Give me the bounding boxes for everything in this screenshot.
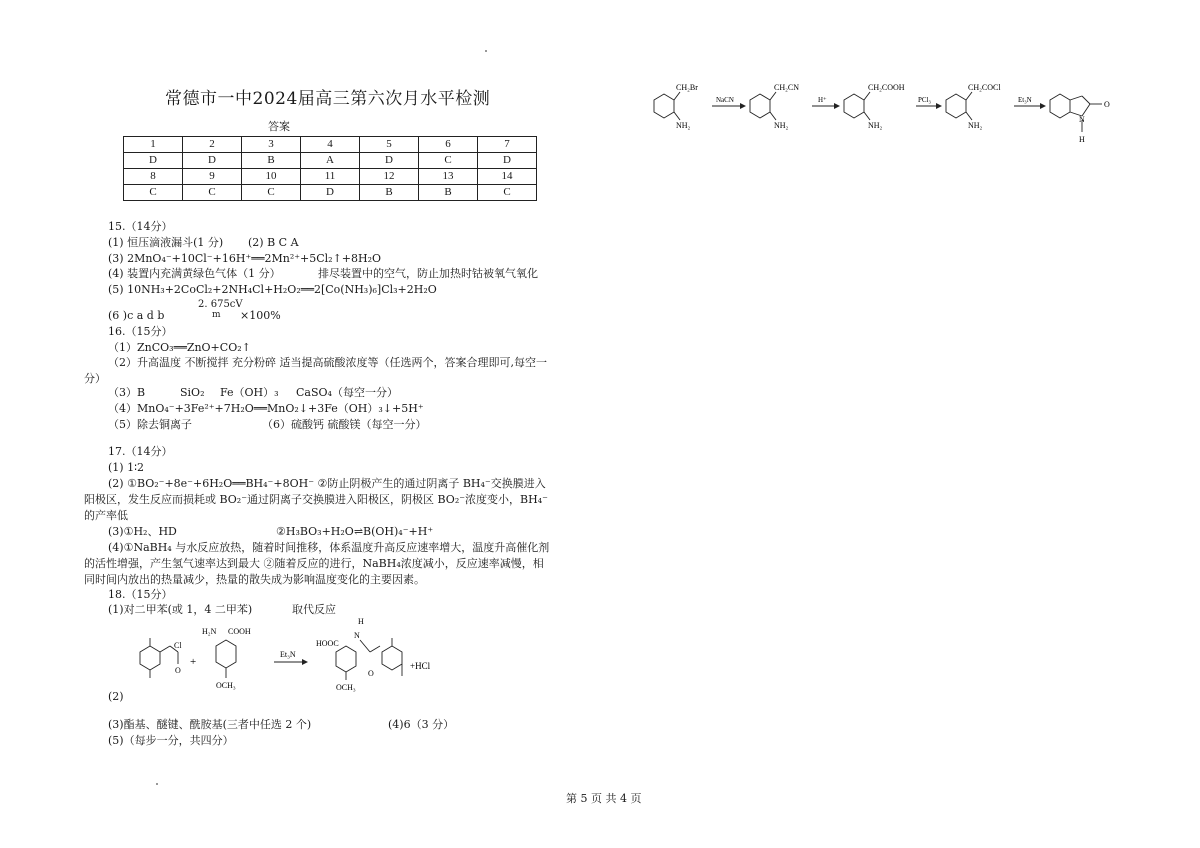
reagent-4: Et₃N — [1018, 96, 1032, 104]
q15-answer-6: (6 )c a d b — [108, 309, 165, 322]
carboxyl-label: COOH — [228, 627, 251, 636]
table-cell: 13 — [419, 169, 478, 185]
table-cell: 6 — [419, 137, 478, 153]
table-cell: 8 — [124, 169, 183, 185]
q18-reaction-scheme — [118, 616, 458, 706]
table-cell: 7 — [478, 137, 537, 153]
reagent-1: NaCN — [716, 96, 734, 104]
amine-d: NH₂ — [968, 121, 983, 130]
reagent-label: Et₃N — [280, 650, 296, 659]
table-cell: D — [360, 153, 419, 169]
q18-answer-5: (5)（每步一分，共四分） — [108, 734, 234, 747]
answer-label: 答案 — [268, 120, 290, 133]
q18-answer-1a: (1)对二甲苯(或 1，4 二甲苯) — [108, 603, 253, 616]
q16-answer-3a: （3）B — [108, 386, 146, 399]
q15-answer-6-percent: ×100% — [240, 309, 281, 322]
q16-header: 16.（15分） — [108, 325, 173, 338]
substituent-d: CH₂COCl — [968, 83, 1001, 92]
ring-nitrogen: N — [1079, 115, 1085, 124]
q15-answer-4a: (4) 装置内充满黄绿色气体（1 分） — [108, 267, 281, 280]
arrow-head-3 — [936, 103, 942, 109]
table-row — [124, 185, 537, 201]
table-cell: D — [478, 153, 537, 169]
answer-table — [123, 136, 537, 201]
substituent-b: CH₂CN — [774, 83, 800, 92]
table-cell: 12 — [360, 169, 419, 185]
q17-answer-2: (2) ①BO₂⁻+8e⁻+6H₂O══BH₄⁻+8OH⁻ ②防止阴极产生的通过阴离子 BH₄⁻交换膜进入阳极区，发生反应而损耗或 BO₂⁻通过阴离子交换膜进入阳极区，阴极区 BO₂⁻浓度变小，BH₄⁻的产率低 — [84, 477, 548, 522]
q16-answer-6: （6）硫酸钙 硫酸镁（每空一分） — [262, 418, 427, 431]
oxindole-structure — [1050, 94, 1102, 132]
table-cell: B — [419, 185, 478, 201]
benzene-ring-1 — [140, 638, 178, 678]
table-cell: C — [242, 185, 301, 201]
carbonyl-oxygen: O — [1104, 100, 1110, 109]
q16-answer-5: （5）除去铜离子 — [108, 418, 192, 431]
methoxy-label: OCH₃ — [216, 681, 236, 690]
substituent-a: CH₂Br — [676, 83, 698, 92]
scan-speck — [485, 50, 487, 52]
nitrogen-label: N — [354, 631, 360, 640]
table-cell: C — [478, 185, 537, 201]
reagent-2: H⁺ — [818, 96, 827, 104]
chlorine-label: Cl — [174, 641, 182, 650]
table-row — [124, 137, 537, 153]
q16-answer-1: （1）ZnCO₃══ZnO+CO₂↑ — [108, 341, 251, 354]
synthesis-scheme — [646, 78, 1126, 152]
reagent-3: PCl₃ — [918, 96, 931, 104]
oxygen-label: O — [175, 666, 181, 675]
page-title: 常德市一中2024届高三第六次月水平检测 — [165, 89, 491, 109]
fraction-denominator: m — [212, 310, 221, 320]
amine-b: NH₂ — [774, 121, 789, 130]
table-cell: 9 — [183, 169, 242, 185]
q17-answer-1: (1) 1∶2 — [108, 461, 144, 474]
table-cell: C — [419, 153, 478, 169]
table-cell: D — [183, 153, 242, 169]
table-cell: 3 — [242, 137, 301, 153]
q17-answer-3b: ②H₃BO₃+H₂O⇌B(OH)₄⁻+H⁺ — [276, 525, 434, 538]
table-cell: 10 — [242, 169, 301, 185]
table-cell: 5 — [360, 137, 419, 153]
fraction-numerator: 2. 675cV — [198, 299, 243, 310]
table-cell: D — [301, 185, 360, 201]
q17-header: 17.（14分） — [108, 445, 173, 458]
q15-header: 15.（14分） — [108, 220, 173, 233]
benzene-ring-b — [750, 92, 776, 120]
table-cell: B — [242, 153, 301, 169]
q17-answer-4: (4)①NaBH₄ 与水反应放热，随着时间推移，体系温度升高反应速率增大，温度升高催化剂的活性增强，产生氢气速率达到最大 ②随着反应的进行，NaBH₄浓度减小，反应速率减慢，相同时间内放出的热量减少，热量的散失成为影响温度变化的主要因素。 — [84, 541, 550, 586]
page-footer: 第 5 页 共 4 页 — [566, 792, 642, 805]
amine-c: NH₂ — [868, 121, 883, 130]
q16-answer-3c: Fe（OH）₃ — [220, 386, 279, 399]
table-cell: A — [301, 153, 360, 169]
q16-answer-2: （2）升高温度 不断搅拌 充分粉碎 适当提高硫酸浓度等（任选两个，答案合理即可,每空一分） — [84, 356, 547, 385]
table-cell: 11 — [301, 169, 360, 185]
table-row — [124, 153, 537, 169]
table-cell: 4 — [301, 137, 360, 153]
methoxy-label-2: OCH₃ — [336, 683, 356, 692]
benzene-ring-c — [844, 92, 870, 120]
q15-answer-2: (2) B C A — [248, 236, 299, 249]
q16-answer-3b: SiO₂ — [180, 386, 205, 399]
q18-answer-3: (3)酯基、醚键、酰胺基(三者中任选 2 个) — [108, 718, 312, 731]
q17-answer-3a: (3)①H₂、HD — [108, 525, 177, 538]
hcl-label: +HCl — [410, 661, 431, 671]
arrow-head — [302, 659, 308, 665]
table-row — [124, 169, 537, 185]
table-cell: D — [124, 153, 183, 169]
q15-answer-4b: 排尽装置中的空气，防止加热时钴被氧气氧化 — [318, 267, 538, 280]
benzene-ring-a — [654, 92, 680, 120]
table-cell: 2 — [183, 137, 242, 153]
nitrogen-hydrogen: H — [1079, 135, 1085, 144]
hydrogen-label: H — [358, 617, 364, 626]
plus-sign: + — [190, 656, 197, 668]
amine-label: H₂N — [202, 627, 217, 636]
q16-answer-4: （4）MnO₄⁻+3Fe²⁺+7H₂O══MnO₂↓+3Fe（OH）₃↓+5H⁺ — [108, 402, 424, 415]
table-cell: 14 — [478, 169, 537, 185]
benzene-ring-d — [946, 92, 972, 120]
q15-answer-5: (5) 10NH₃+2CoCl₂+2NH₄Cl+H₂O₂══2[Co(NH₃)₆]Cl₃+2H₂O — [108, 283, 437, 296]
arrow-head-2 — [834, 103, 840, 109]
substituent-c: CH₂COOH — [868, 83, 905, 92]
table-cell: C — [124, 185, 183, 201]
arrow-head-4 — [1040, 103, 1046, 109]
carboxyl-label-2: HOOC — [316, 639, 339, 648]
q18-header: 18.（15分） — [108, 588, 173, 601]
oxygen-label-2: O — [368, 669, 374, 678]
table-cell: C — [183, 185, 242, 201]
q15-answer-1: (1) 恒压滴液漏斗(1 分) — [108, 236, 224, 249]
q18-answer-4: (4)6（3 分） — [388, 718, 455, 731]
scan-speck — [156, 783, 158, 785]
amine-a: NH₂ — [676, 121, 691, 130]
table-cell: 1 — [124, 137, 183, 153]
q18-answer-1b: 取代反应 — [292, 603, 336, 616]
table-cell: B — [360, 185, 419, 201]
arrow-head-1 — [740, 103, 746, 109]
cyclohexane-ring-1 — [216, 640, 236, 678]
q16-answer-3d: CaSO₄（每空一分） — [296, 386, 398, 399]
q15-answer-3: (3) 2MnO₄⁻+10Cl⁻+16H⁺══2Mn²⁺+5Cl₂↑+8H₂O — [108, 252, 382, 265]
q18-answer-2: (2) — [108, 690, 124, 703]
